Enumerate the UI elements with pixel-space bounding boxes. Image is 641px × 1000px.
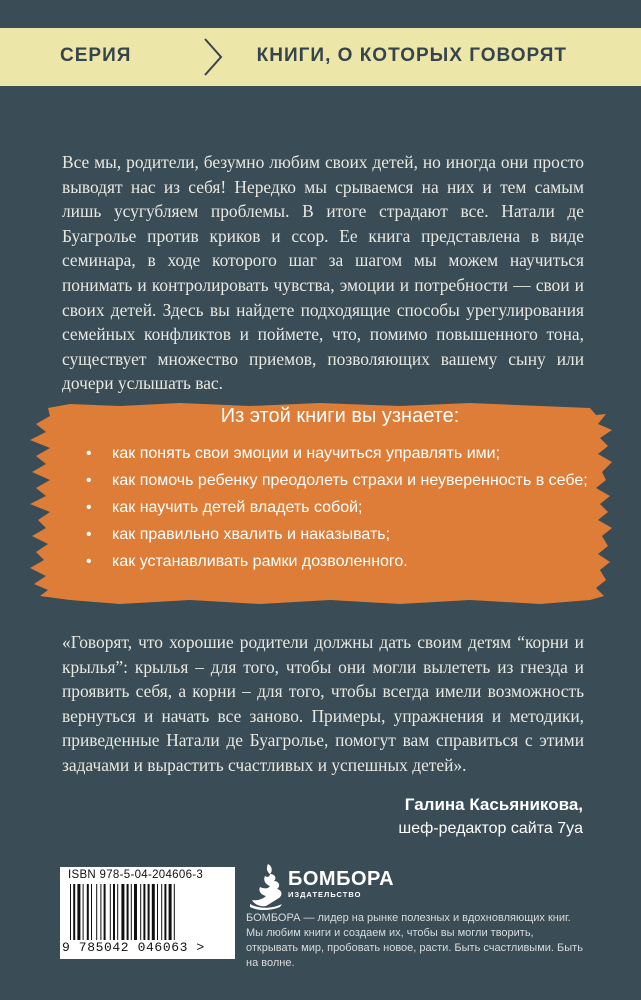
barcode-bar [100, 884, 101, 940]
chevron-right-icon [202, 36, 224, 78]
learn-title: Из этой книги вы узнаете: [220, 405, 460, 427]
learn-list [70, 442, 610, 574]
barcode-icon [68, 884, 228, 940]
barcode-bar [161, 884, 162, 940]
barcode-bar [152, 884, 155, 940]
barcode-bar [169, 884, 172, 940]
bullet-icon: • [86, 526, 92, 543]
isbn-label: ISBN 978-5-04-204606-3 [68, 869, 204, 881]
barcode-bar [77, 884, 80, 940]
book-description: Все мы, родители, безумно любим своих детей, но иногда они просто выводят нас из себя! Нередко мы срываемся на них и тем самым лишь усугубляем проблемы. В итоге страдают все. Натали де Буагролье против криков и ссор. Ее книга представлена в виде семинара, в ходе которого шаг за шагом мы можем научиться понимать и контролировать чувства, эмоции и потребности — свои и своих детей. Здесь вы найдете подходящие способы урегулирования семейных конфликтов и поймете, что, помимо повышенного тона, существует множество приемов, позволяющих вашему сыну или дочери услышать вас. [62, 152, 584, 394]
isbn-barcode [60, 867, 235, 959]
barcode-bar [164, 884, 166, 940]
list-item: • как научить детей владеть собой; [70, 496, 610, 520]
barcode-bar [121, 884, 124, 940]
barcode-bar [157, 884, 158, 940]
barcode-bar [96, 884, 97, 940]
barcode-bar [83, 884, 84, 940]
barcode-bar [113, 884, 115, 940]
publisher-subtitle: ИЗДАТЕЛЬСТВО [288, 890, 362, 899]
publisher-brand: БОМБОРА [288, 868, 395, 890]
list-item: • как правильно хвалить и наказывать; [70, 523, 610, 547]
barcode-bar [140, 884, 141, 940]
barcode-bar [131, 884, 132, 940]
bullet-icon: • [86, 472, 92, 489]
series-label: СЕРИЯ [60, 45, 132, 66]
series-banner [0, 28, 641, 86]
barcode-bar [148, 884, 150, 940]
publisher-logo-text [288, 868, 394, 899]
list-item: • как помочь ребенку преодолеть страхи и неуверенность в себе; [70, 469, 610, 493]
bullet-icon: • [86, 445, 92, 462]
barcode-bar [87, 884, 89, 940]
list-item: • как понять свои эмоции и научиться управлять ими; [70, 442, 610, 466]
quote-author-name: Галина Касьяникова, [404, 795, 583, 814]
barcode-bar [91, 884, 92, 940]
publisher-description: БОМБОРА — лидер на рынке полезных и вдохновляющих книг. Мы любим книги и создаем их, чтобы вы могли творить, открывать мир, пробовать новое, расти. Быть счастливыми. Быть на волне. [246, 912, 583, 969]
learn-section [70, 405, 610, 577]
barcode-bar [174, 884, 175, 940]
review-quote: «Говорят, что хорошие родители должны дать своим детям “корни и крылья”: крылья – для того, чтобы они могли вылететь из гнезда и проявить себя, а корни – для того, чтобы всегда имели возможность вернуться и начать все заново. Примеры, упражнения и методики, приведенные Натали де Буагролье, помогут вам справиться с этими задачами и вырастить счастливых и успешных детей». [62, 632, 584, 775]
barcode-bar [104, 884, 106, 940]
quote-author-role: шеф-редактор сайта 7ya [398, 820, 583, 837]
barcode-bar [134, 884, 137, 940]
barcode-bar [70, 884, 71, 940]
barcode-bar [127, 884, 129, 940]
barcode-number: 9 785042 046063 > [62, 940, 205, 955]
bullet-icon: • [86, 499, 92, 516]
bullet-icon: • [86, 553, 92, 570]
barcode-bar [143, 884, 145, 940]
quote-attribution [398, 793, 583, 841]
series-name: КНИГИ, О КОТОРЫХ ГОВОРЯТ [256, 45, 567, 66]
list-item: • как устанавливать рамки дозволенного. [70, 550, 610, 574]
barcode-bar [110, 884, 111, 940]
barcode-bar [117, 884, 118, 940]
barcode-bar [73, 884, 75, 940]
